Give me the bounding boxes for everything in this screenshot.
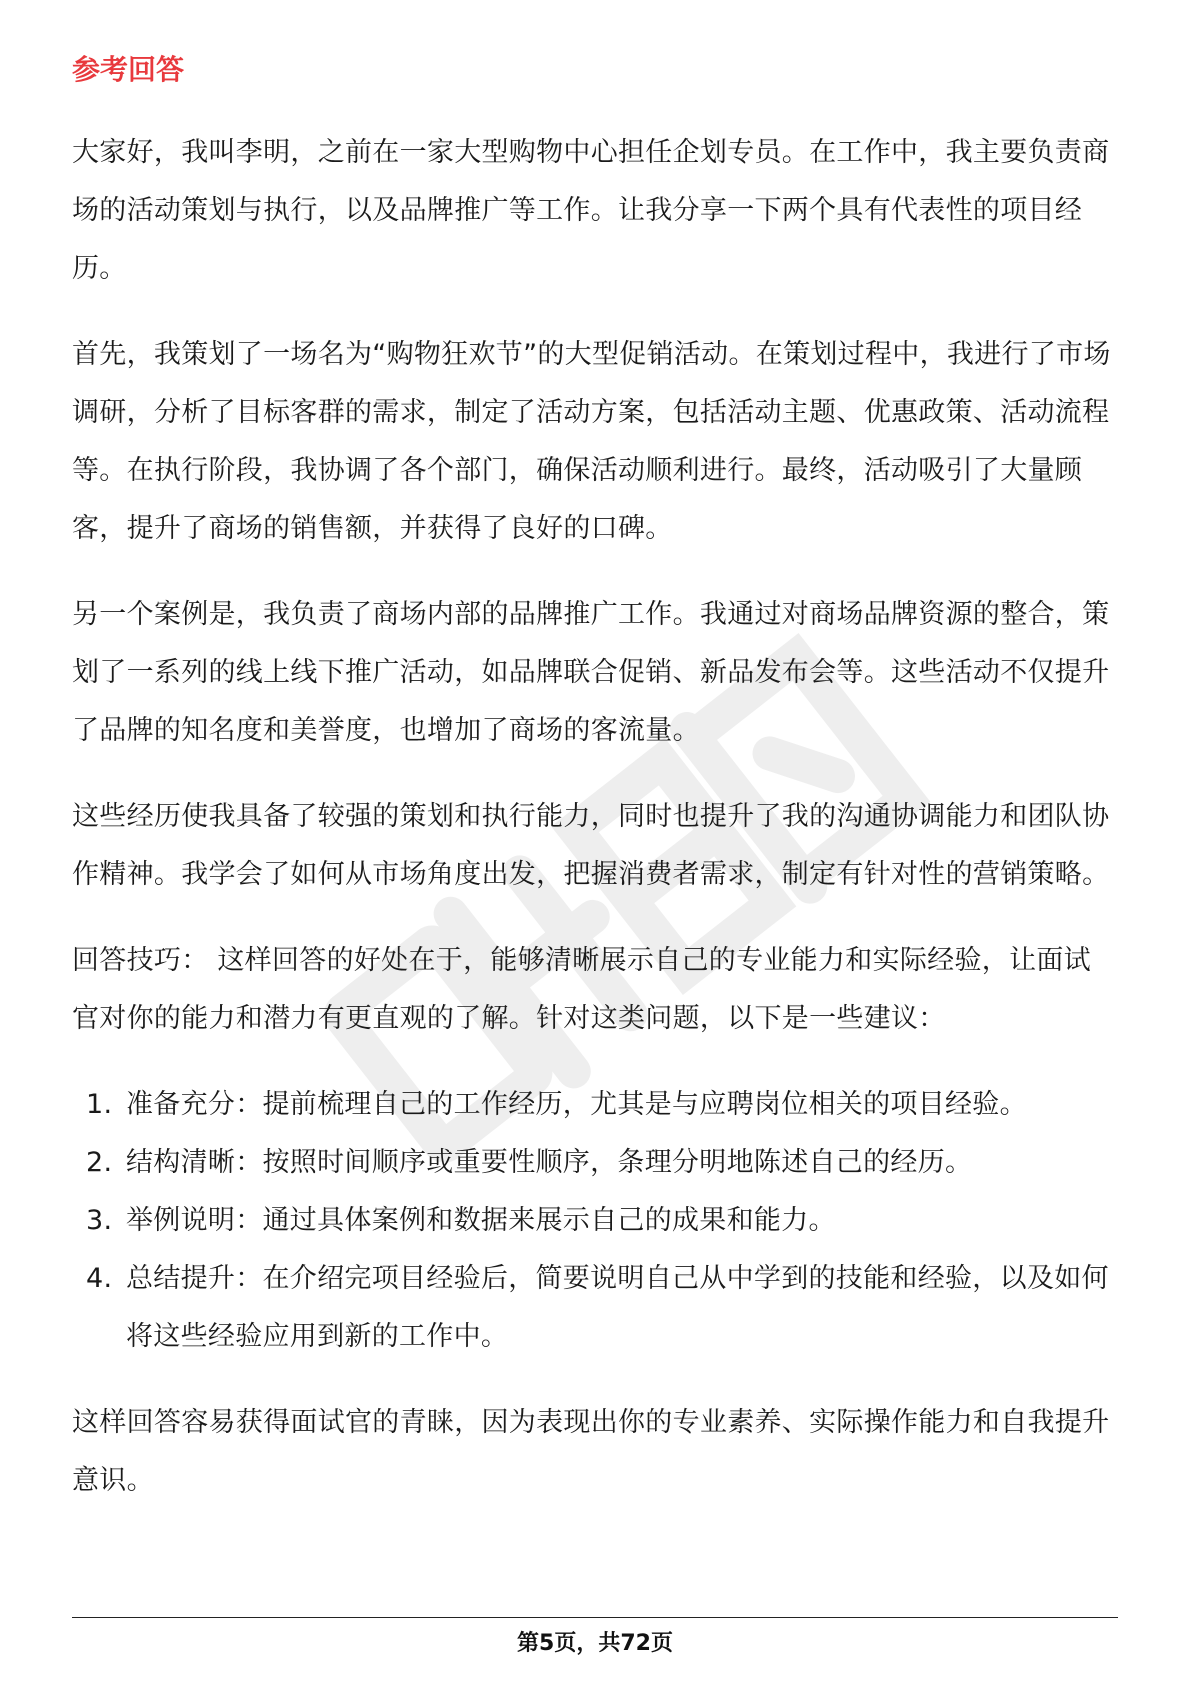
section-heading: 参考回答 — [72, 53, 185, 86]
list-item-text: 总结提升：在介绍完项目经验后，简要说明自己从中学到的技能和经验，以及如何将这些经验应用到新的工作中。 — [126, 1263, 1109, 1352]
list-item — [72, 1076, 1118, 1134]
paragraph-intro: 大家好，我叫李明，之前在一家大型购物中心担任企划专员。在工作中，我主要负责商场的活动策划与执行，以及品牌推广等工作。让我分享一下两个具有代表性的项目经历。 — [72, 137, 1110, 284]
list-item — [72, 1134, 1118, 1192]
page-number: 第5页，共72页 — [517, 1631, 673, 1656]
list-item-number: 3. — [86, 1205, 113, 1236]
paragraph-summary: 这些经历使我具备了较强的策划和执行能力，同时也提升了我的沟通协调能力和团队协作精神。我学会了如何从市场角度出发，把握消费者需求，制定有针对性的营销策略。 — [72, 801, 1110, 890]
list-item-number: 4. — [86, 1263, 113, 1294]
list-item-text: 结构清晰：按照时间顺序或重要性顺序，条理分明地陈述自己的经历。 — [126, 1147, 973, 1178]
list-item — [72, 1250, 1118, 1366]
paragraph-closing: 这样回答容易获得面试官的青睐，因为表现出你的专业素养、实际操作能力和自我提升意识。 — [72, 1407, 1110, 1496]
list-item-number: 1. — [86, 1089, 113, 1120]
paragraph-case-two: 另一个案例是，我负责了商场内部的品牌推广工作。我通过对商场品牌资源的整合，策划了一系列的线上线下推广活动，如品牌联合促销、新品发布会等。这些活动不仅提升了品牌的知名度和美誉度，也增加了商场的客流量。 — [72, 599, 1110, 746]
footer-divider — [72, 1617, 1118, 1618]
list-item-number: 2. — [86, 1147, 113, 1178]
paragraph-case-one: 首先，我策划了一场名为“购物狂欢节”的大型促销活动。在策划过程中，我进行了市场调研，分析了目标客群的需求，制定了活动方案，包括活动主题、优惠政策、活动流程等。在执行阶段，我协调了各个部门，确保活动顺利进行。最终，活动吸引了大量顾客，提升了商场的销售额，并获得了良好的口碑。 — [72, 339, 1111, 544]
list-item — [72, 1192, 1118, 1250]
tips-list — [72, 1076, 1118, 1366]
document-body — [72, 40, 1118, 1538]
paragraph-answer-tips: 回答技巧： 这样回答的好处在于，能够清晰展示自己的专业能力和实际经验，让面试官对你的能力和潜力有更直观的了解。针对这类问题，以下是一些建议： — [72, 945, 1091, 1034]
list-item-text: 举例说明：通过具体案例和数据来展示自己的成果和能力。 — [126, 1205, 836, 1236]
list-item-text: 准备充分：提前梳理自己的工作经历，尤其是与应聘岗位相关的项目经验。 — [126, 1089, 1027, 1120]
